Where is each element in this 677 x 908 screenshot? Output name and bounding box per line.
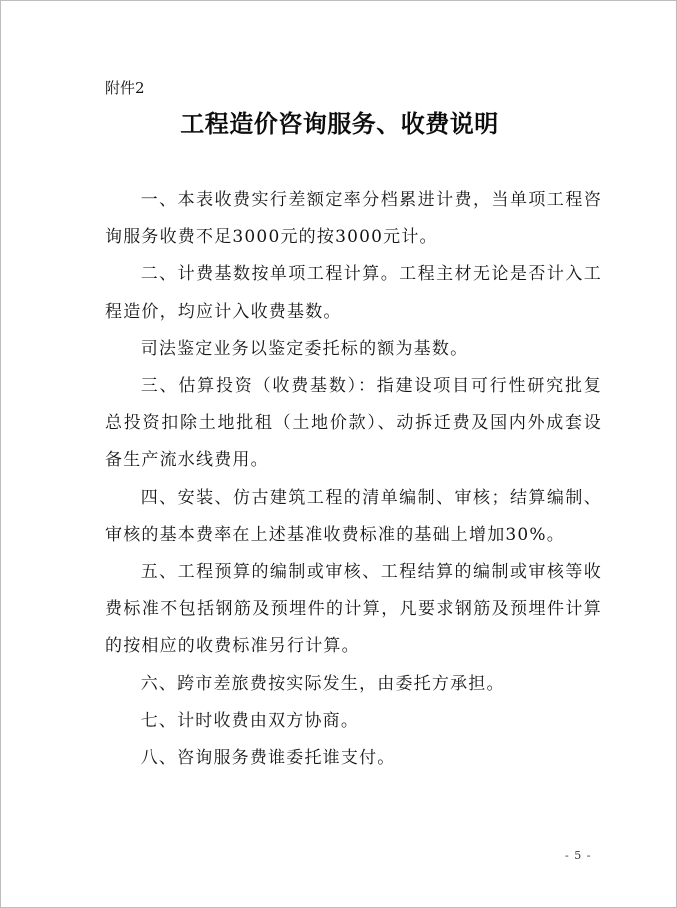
document-body	[105, 182, 602, 777]
paragraph-item-6: 六、跨市差旅费按实际发生，由委托方承担。	[140, 673, 505, 694]
paragraph-item-1: 一、本表收费实行差额定率分档累进计费，当单项工程咨询服务收费不足3000元的按3000元计。	[105, 190, 602, 248]
document-title: 工程造价咨询服务、收费说明	[180, 109, 499, 138]
attachment-label: 附件2	[105, 79, 145, 97]
paragraph-judicial-note: 司法鉴定业务以鉴定委托标的额为基数。	[140, 338, 469, 359]
paragraph-item-4: 四、安装、仿古建筑工程的清单编制、审核；结算编制、审核的基本费率在上述基准收费标准的基础上增加30%。	[105, 487, 602, 545]
paragraph-item-8: 八、咨询服务费谁委托谁支付。	[140, 748, 396, 769]
page-number: - 5 -	[565, 849, 592, 862]
paragraph-item-3: 三、估算投资（收费基数）：指建设项目可行性研究批复总投资扣除土地批租（土地价款）、动拆迁费及国内外成套设备生产流水线费用。	[105, 376, 602, 471]
paragraph-item-5: 五、工程预算的编制或审核、工程结算的编制或审核等收费标准不包括钢筋及预埋件的计算，凡要求钢筋及预埋件计算的按相应的收费标准另行计算。	[105, 562, 602, 657]
paragraph-item-7: 七、计时收费由双方协商。	[140, 710, 360, 731]
paragraph-item-2: 二、计费基数按单项工程计算。工程主材无论是否计入工程造价，均应计入收费基数。	[105, 264, 602, 322]
